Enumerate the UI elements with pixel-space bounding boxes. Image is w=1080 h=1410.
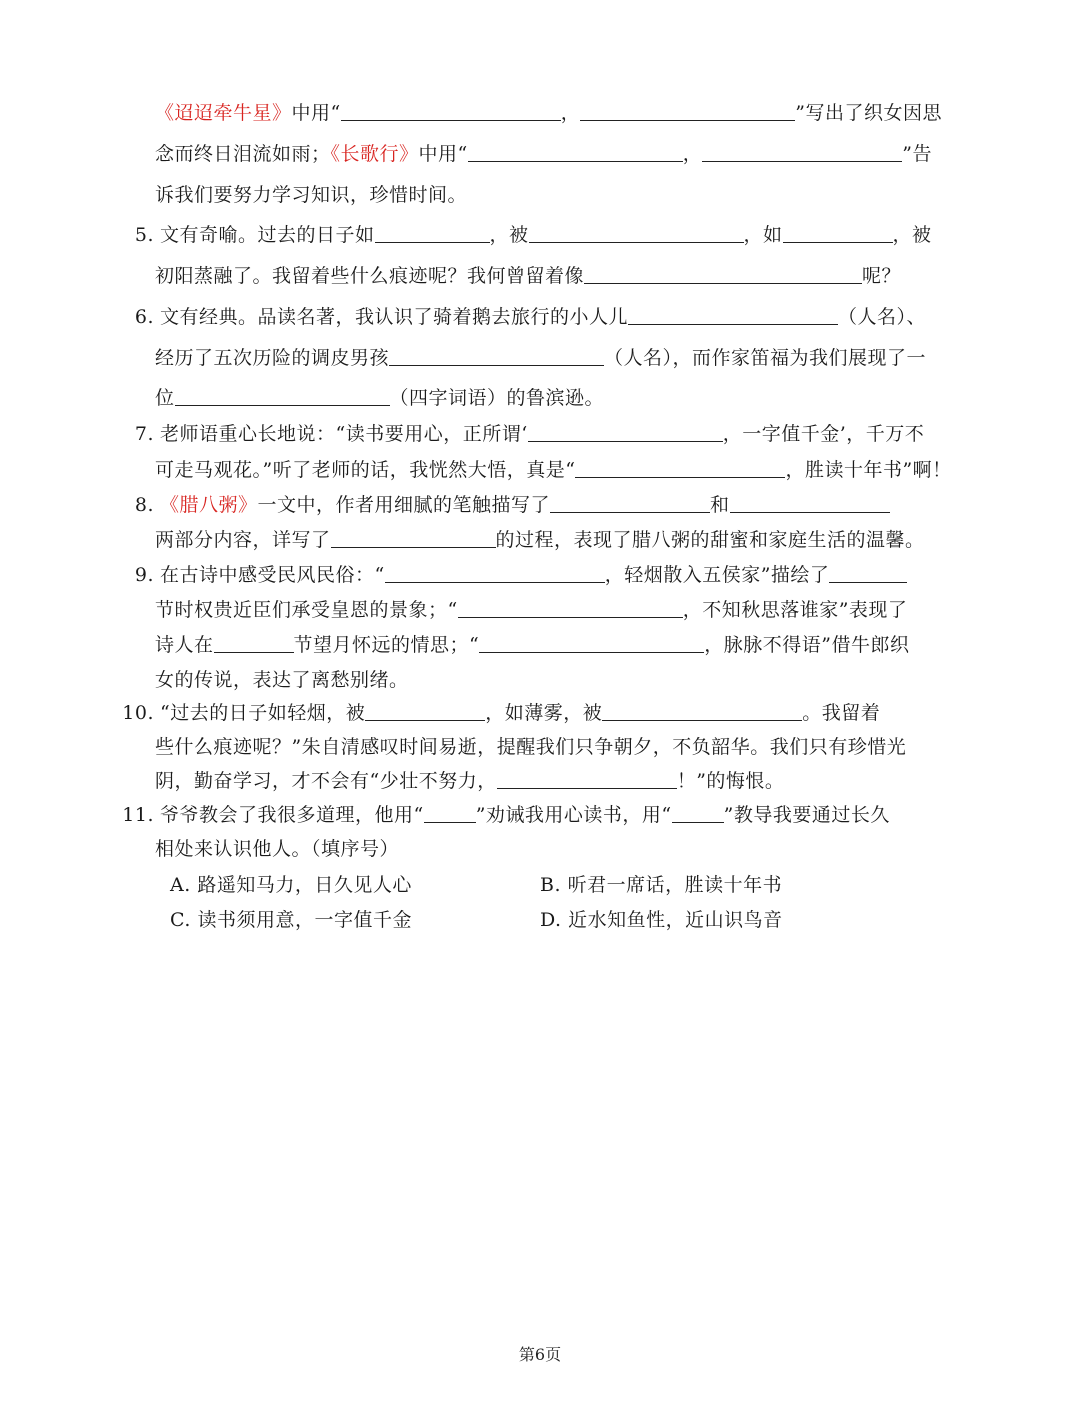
poem-title: 《长歌行》 xyxy=(330,143,419,165)
answer-blank[interactable] xyxy=(575,457,785,478)
answer-blank[interactable] xyxy=(672,802,724,823)
answer-blank[interactable] xyxy=(580,100,795,121)
question-number: 8. xyxy=(134,494,154,516)
question-number: 6. xyxy=(134,306,154,328)
answer-blank[interactable] xyxy=(528,421,723,442)
answer-blank[interactable] xyxy=(214,632,294,653)
q11-line-1: 11. 爷爷教会了我很多道理，他用“ ”劝诫我用心读书，用“ ”教导我要通过长久 xyxy=(120,798,890,832)
q4-line-1: 《迢迢牵牛星》中用“ ， ”写出了织女因思 xyxy=(155,102,942,124)
q8-line-2: 两部分内容，详写了 的过程，表现了腊八粥的甜蜜和家庭生活的温馨。 xyxy=(155,529,925,551)
answer-blank[interactable] xyxy=(175,385,390,406)
q7-line-2: 可走马观花。”听了老师的话，我恍然大悟，真是“ ，胜读十年书”啊！ xyxy=(155,459,952,481)
answer-blank[interactable] xyxy=(550,492,710,513)
answer-blank[interactable] xyxy=(783,222,893,243)
answer-blank[interactable] xyxy=(730,492,890,513)
question-number: 10. xyxy=(122,702,154,724)
q9-line-2: 节时权贵近臣们承受皇恩的景象；“ ，不知秋思落谁家”表现了 xyxy=(155,599,908,621)
q5-line-2: 初阳蒸融了。我留着些什么痕迹呢？我何曾留着像 呢？ xyxy=(155,265,902,287)
q5-line-1: 5. 文有奇喻。过去的日子如 ，被 ，如 ，被 xyxy=(120,218,932,252)
option-d[interactable]: D. 近水知鱼性，近山识鸟音 xyxy=(540,909,783,931)
q11-line-2: 相处来认识他人。（填序号） xyxy=(155,838,400,860)
answer-blank[interactable] xyxy=(389,345,604,366)
question-number: 5. xyxy=(134,224,154,246)
poem-title: 《迢迢牵牛星》 xyxy=(155,102,292,124)
q9-line-1: 9. 在古诗中感受民风民俗：“ ，轻烟散入五侯家”描绘了 xyxy=(120,558,907,592)
answer-blank[interactable] xyxy=(602,700,802,721)
q10-line-2: 些什么痕迹呢？”朱自清感叹时间易逝，提醒我们只争朝夕，不负韶华。我们只有珍惜光 xyxy=(155,736,907,758)
q4-line-3: 诉我们要努力学习知识，珍惜时间。 xyxy=(155,184,468,206)
answer-blank[interactable] xyxy=(479,632,704,653)
answer-blank[interactable] xyxy=(829,562,907,583)
answer-blank[interactable] xyxy=(385,562,605,583)
q4-line-2: 念而终日泪流如雨；《长歌行》中用“ ， ”告 xyxy=(155,143,932,165)
option-b[interactable]: B. 听君一席话，胜读十年书 xyxy=(540,874,783,896)
essay-title: 《腊八粥》 xyxy=(160,494,258,516)
q8-line-1: 8. 《腊八粥》一文中，作者用细腻的笔触描写了 和 xyxy=(120,488,890,522)
question-number: 9. xyxy=(134,564,154,586)
q7-line-1: 7. 老师语重心长地说：“读书要用心，正所谓‘ ，一字值千金’，千万不 xyxy=(120,417,924,451)
answer-blank[interactable] xyxy=(365,700,485,721)
answer-blank[interactable] xyxy=(702,141,902,162)
question-number: 11. xyxy=(122,804,154,826)
option-a[interactable]: A. 路遥知马力，日久见人心 xyxy=(170,874,412,896)
q10-line-3: 阴，勤奋学习，才不会有“少壮不努力， ！”的悔恨。 xyxy=(155,770,785,792)
answer-blank[interactable] xyxy=(375,222,490,243)
answer-blank[interactable] xyxy=(529,222,744,243)
q6-line-3: 位 （四字词语）的鲁滨逊。 xyxy=(155,387,605,409)
answer-blank[interactable] xyxy=(628,304,838,325)
q6-line-1: 6. 文有经典。品读名著，我认识了骑着鹅去旅行的小人儿 （人名）、 xyxy=(120,300,926,334)
answer-blank[interactable] xyxy=(424,802,476,823)
question-number: 7. xyxy=(134,423,154,445)
q6-line-2: 经历了五次历险的调皮男孩 （人名），而作家笛福为我们展现了一 xyxy=(155,347,927,369)
answer-blank[interactable] xyxy=(331,527,496,548)
page-number: 第6页 xyxy=(518,1345,562,1364)
q9-line-4: 女的传说，表达了离愁别绪。 xyxy=(155,669,409,691)
q10-line-1: 10. “过去的日子如轻烟，被 ，如薄雾，被 。我留着 xyxy=(120,696,880,730)
answer-blank[interactable] xyxy=(584,263,862,284)
answer-blank[interactable] xyxy=(341,100,561,121)
answer-blank[interactable] xyxy=(458,597,683,618)
answer-blank[interactable] xyxy=(468,141,683,162)
option-c[interactable]: C. 读书须用意，一字值千金 xyxy=(170,909,412,931)
answer-blank[interactable] xyxy=(497,768,677,789)
q9-line-3: 诗人在 节望月怀远的情思；“ ，脉脉不得语”借牛郎织 xyxy=(155,634,910,656)
